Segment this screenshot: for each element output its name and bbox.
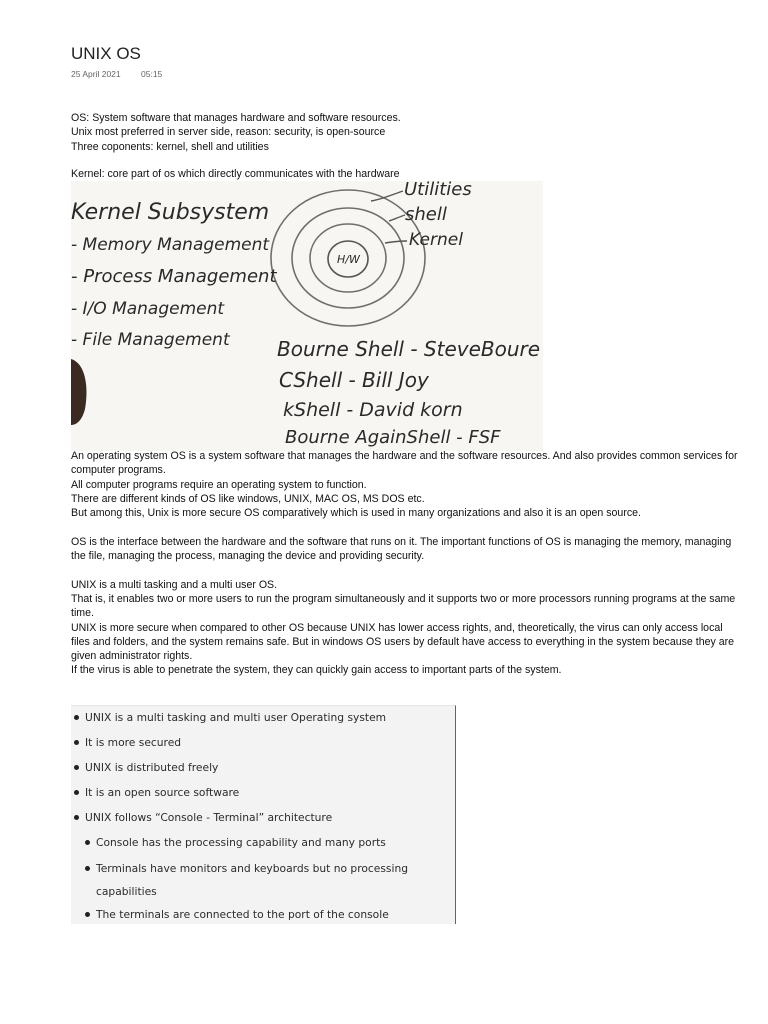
bullet-text: UNIX is distributed freely: [85, 761, 219, 774]
note-time: 05:15: [141, 69, 163, 79]
ring-label: shell: [405, 204, 447, 225]
shell-author: CShell - Bill Joy: [279, 368, 429, 392]
intro-line: OS: System software that manages hardware and software resources.: [71, 112, 401, 124]
core-label: H/W: [337, 253, 360, 266]
bullet-text: Terminals have monitors and keyboards but no processing: [96, 862, 409, 875]
body-paragraph: All computer programs require an operating system to function.: [71, 478, 367, 491]
slide-bullet: [85, 706, 386, 729]
bullet-text: It is more secured: [85, 736, 182, 749]
note-date: 25 April 2021: [71, 69, 121, 79]
slide-bullet: [85, 806, 332, 829]
bullet-text: The terminals are connected to the port of the console: [96, 908, 389, 921]
bullet-text: Console has the processing capability and many ports: [96, 836, 386, 849]
slide-sub-bullet-continuation: [96, 880, 157, 903]
bullet-icon: [74, 765, 79, 770]
slide-sub-bullet: [96, 831, 386, 854]
intro-block: [71, 111, 743, 154]
whiteboard-image: [71, 181, 543, 451]
slide-image: [71, 705, 456, 924]
slide-bullet: [85, 756, 218, 779]
shell-author: Bourne AgainShell - FSF: [285, 427, 501, 448]
bullet-icon: [74, 740, 79, 745]
slide-sub-bullet: [96, 903, 389, 926]
page-title: UNIX OS: [71, 44, 141, 63]
bullet-icon: [74, 790, 79, 795]
body-text: [71, 449, 743, 678]
subsystem-item: - I/O Management: [71, 299, 225, 319]
bullet-icon: [74, 715, 79, 720]
kernel-definition: [71, 167, 743, 181]
ring-label: Kernel: [409, 230, 463, 250]
body-paragraph: An operating system OS is a system software that manages the hardware and the software resources. And also provides common services for computer programs.: [71, 450, 738, 477]
bullet-text: It is an open source software: [85, 786, 240, 799]
body-paragraph: OS is the interface between the hardware and the software that runs on it. The important functions of OS is managing the memory, managing the file, managing the process, managing the device and providing security.: [71, 535, 732, 563]
bullet-icon: [85, 840, 90, 845]
note-meta: [71, 69, 162, 79]
bullet-icon: [85, 866, 90, 871]
pointer-line: [385, 241, 407, 243]
photo-edge-object: [71, 359, 86, 425]
body-paragraph: There are different kinds of OS like windows, UNIX, MAC OS, MS DOS etc.: [71, 492, 425, 505]
whiteboard-drawing: [71, 181, 543, 451]
body-paragraph: If the virus is able to penetrate the system, they can quickly gain access to important parts of the system.: [71, 664, 562, 677]
slide-bullet: [85, 781, 239, 804]
ring-label: Utilities: [404, 181, 472, 200]
bullet-text: UNIX is a multi tasking and multi user Operating system: [85, 711, 387, 724]
subsystem-item: - Process Management: [71, 266, 277, 287]
bullet-text: capabilities: [96, 885, 157, 898]
slide-bullet: [85, 731, 181, 754]
intro-line: Unix most preferred in server side, reason: security, is open-source: [71, 126, 386, 139]
body-paragraph: That is, it enables two or more users to run the program simultaneously and it supports two or more processors running programs at the same time.: [71, 592, 736, 620]
slide-sub-bullet: [96, 857, 408, 880]
bullet-icon: [85, 912, 90, 917]
intro-line: Three coponents: kernel, shell and utilities: [71, 140, 269, 153]
body-paragraph: But among this, Unix is more secure OS comparatively which is used in many organizations and also it is an open source.: [71, 507, 641, 520]
kernel-line: Kernel: core part of os which directly communicates with the hardware: [71, 168, 400, 180]
pointer-line: [389, 215, 405, 221]
blank-line: [71, 563, 743, 577]
blank-line: [71, 520, 743, 534]
subsystem-item: - File Management: [71, 330, 230, 350]
body-paragraph: UNIX is more secure when compared to other OS because UNIX has lower access rights, and, theoretically, the virus can only access local files and folders, and the system remains safe. But in windows OS users by default have access to everything in the system because they are given administrator rights.: [71, 621, 735, 663]
bullet-text: UNIX follows “Console - Terminal” architecture: [85, 811, 333, 824]
body-paragraph: UNIX is a multi tasking and a multi user OS.: [71, 578, 278, 591]
shell-author: Bourne Shell - SteveBoure: [277, 337, 541, 361]
subsystem-item: - Memory Management: [71, 235, 270, 255]
shell-author: kShell - David korn: [283, 399, 463, 421]
bullet-icon: [74, 815, 79, 820]
subsystem-heading: Kernel Subsystem: [71, 200, 270, 225]
